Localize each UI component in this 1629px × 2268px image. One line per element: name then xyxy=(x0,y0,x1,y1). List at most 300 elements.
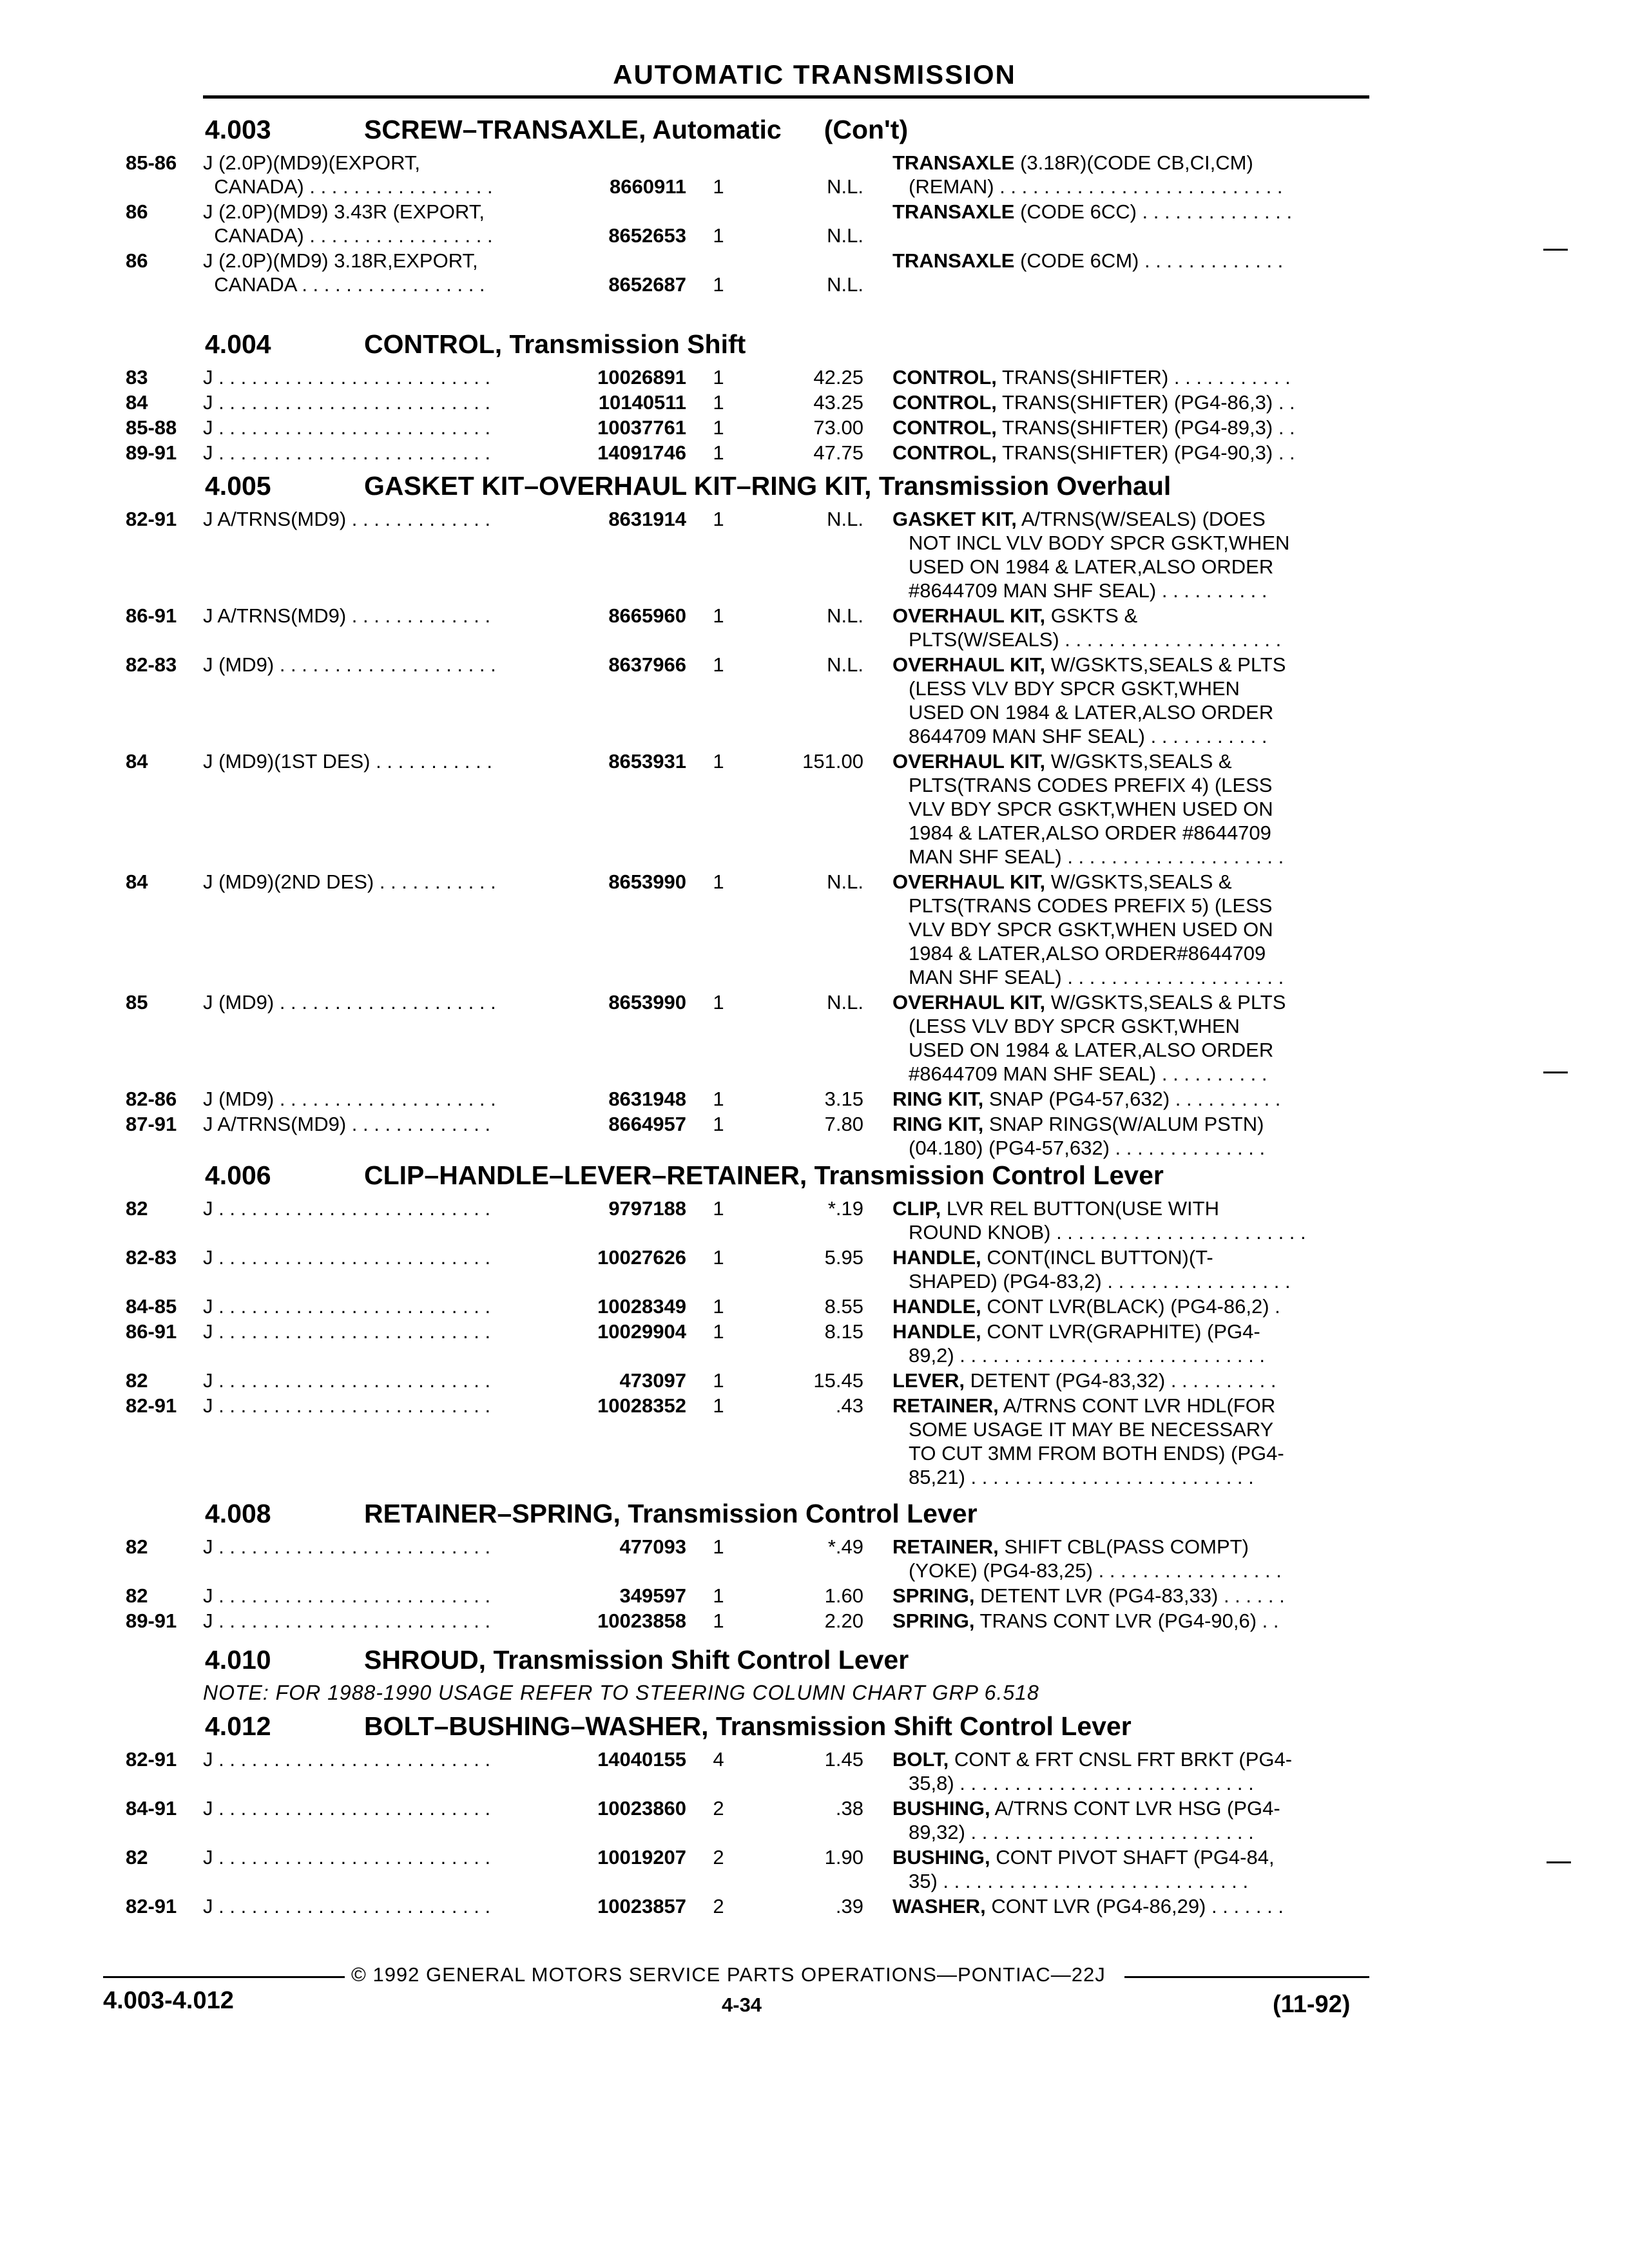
section-header xyxy=(0,325,1629,365)
description-line xyxy=(892,1294,1369,1318)
price: 1.45 xyxy=(824,1748,863,1771)
footer-rule-right xyxy=(1124,1976,1369,1978)
footer-copyright: © 1992 GENERAL MOTORS SERVICE PARTS OPERATIONS—PONTIAC—22J xyxy=(351,1963,1106,1986)
model-years: 82-91 xyxy=(126,1748,177,1771)
description-keyword: WASHER, xyxy=(892,1895,986,1917)
description-text: GSKTS & xyxy=(1050,604,1138,627)
description xyxy=(892,1320,1369,1367)
quantity: 1 xyxy=(713,508,724,530)
application-line: J . . . . . . . . . . . . . . . . . . . . . . . . . xyxy=(203,441,491,464)
description-keyword: HANDLE, xyxy=(892,1320,981,1343)
application xyxy=(203,1747,557,1771)
description-keyword: CONTROL, xyxy=(892,416,997,439)
part-row xyxy=(0,1245,1629,1293)
part-number: 10028352 xyxy=(597,1394,686,1417)
part-row xyxy=(0,1845,1629,1893)
description-line xyxy=(892,151,1369,175)
description-text: (YOKE) (PG4-83,25) . . . . . . . . . . . . . . . . . xyxy=(909,1559,1282,1582)
quantity: 1 xyxy=(713,1369,724,1392)
model-years: 82 xyxy=(126,1846,148,1869)
description-text: PLTS(W/SEALS) . . . . . . . . . . . . . . . . . . . . xyxy=(909,628,1282,651)
description xyxy=(892,249,1369,273)
description-text: CONT & FRT CNSL FRT BRKT (PG4- xyxy=(954,1748,1293,1771)
model-years: 86 xyxy=(126,200,148,223)
description-line xyxy=(892,700,1369,724)
model-years: 84-85 xyxy=(126,1295,177,1318)
description-text: (LESS VLV BDY SPCR GSKT,WHEN xyxy=(909,1015,1240,1037)
part-number: 8631948 xyxy=(608,1088,686,1110)
description-line xyxy=(892,1038,1369,1062)
application-line: J . . . . . . . . . . . . . . . . . . . . . . . . . xyxy=(203,1610,491,1632)
part-row xyxy=(0,1894,1629,1918)
part-number: 14091746 xyxy=(597,441,686,464)
description-line xyxy=(892,1584,1369,1608)
description-text: USED ON 1984 & LATER,ALSO ORDER xyxy=(909,701,1274,724)
application-line: J . . . . . . . . . . . . . . . . . . . . . . . . . xyxy=(203,1748,491,1771)
part-number: 10023860 xyxy=(597,1797,686,1820)
price: 3.15 xyxy=(824,1088,863,1110)
application xyxy=(203,249,557,296)
part-row xyxy=(0,200,1629,247)
part-row xyxy=(0,151,1629,198)
description-line xyxy=(892,1820,1369,1844)
quantity: 1 xyxy=(713,273,724,296)
application xyxy=(203,1294,557,1318)
quantity: 1 xyxy=(713,653,724,676)
description-line xyxy=(892,365,1369,389)
quantity: 1 xyxy=(713,1535,724,1558)
application xyxy=(203,151,557,198)
application-line: J (MD9) . . . . . . . . . . . . . . . . . . . . xyxy=(203,991,496,1014)
margin-mark xyxy=(1547,1861,1571,1863)
description-text: (LESS VLV BDY SPCR GSKT,WHEN xyxy=(909,677,1240,700)
application-line: J (MD9) . . . . . . . . . . . . . . . . . . . . xyxy=(203,653,496,676)
description-keyword: TRANSAXLE xyxy=(892,151,1015,174)
description-line xyxy=(892,628,1369,651)
description-text: 89,2) . . . . . . . . . . . . . . . . . . . . . . . . . . . . xyxy=(909,1344,1265,1367)
description xyxy=(892,653,1369,748)
application xyxy=(203,1196,557,1220)
section-header xyxy=(0,1707,1629,1747)
application-line: J . . . . . . . . . . . . . . . . . . . . . . . . . xyxy=(203,1320,491,1343)
description xyxy=(892,390,1369,414)
application-line: J (2.0P)(MD9) 3.43R (EXPORT, xyxy=(203,200,485,223)
description-line xyxy=(892,175,1369,198)
part-row xyxy=(0,416,1629,439)
section-number: 4.004 xyxy=(205,329,271,359)
section-title xyxy=(364,1499,978,1529)
quantity: 2 xyxy=(713,1846,724,1869)
description xyxy=(892,1112,1369,1160)
part-row xyxy=(0,249,1629,296)
quantity: 1 xyxy=(713,1394,724,1417)
description-line xyxy=(892,1535,1369,1559)
description-keyword: LEVER, xyxy=(892,1369,965,1392)
description-keyword: CONTROL, xyxy=(892,441,997,464)
description xyxy=(892,365,1369,389)
model-years: 85-86 xyxy=(126,151,177,174)
description-line xyxy=(892,1196,1369,1220)
model-years: 82-91 xyxy=(126,1895,177,1917)
application-line: J . . . . . . . . . . . . . . . . . . . . . . . . . xyxy=(203,1846,491,1869)
description-keyword: OVERHAUL KIT, xyxy=(892,604,1046,627)
description xyxy=(892,151,1369,198)
description xyxy=(892,1245,1369,1293)
price: 1.90 xyxy=(824,1846,863,1869)
description xyxy=(892,1845,1369,1893)
part-row xyxy=(0,390,1629,414)
application xyxy=(203,1796,557,1820)
description-line xyxy=(892,1369,1369,1392)
section-title-text: CONTROL, Transmission Shift xyxy=(364,329,746,359)
description-line xyxy=(892,821,1369,845)
description-keyword: BUSHING, xyxy=(892,1797,990,1820)
section-title xyxy=(364,1645,909,1675)
description-text: (REMAN) . . . . . . . . . . . . . . . . . . . . . . . . . . xyxy=(909,175,1283,198)
model-years: 86-91 xyxy=(126,604,177,627)
description xyxy=(892,1369,1369,1392)
section-4-006 xyxy=(0,1157,1629,1488)
description-line xyxy=(892,677,1369,700)
part-number: 8652653 xyxy=(608,224,686,247)
part-row xyxy=(0,1320,1629,1367)
quantity: 1 xyxy=(713,1246,724,1269)
description-line xyxy=(892,1559,1369,1582)
price: 43.25 xyxy=(813,391,863,414)
application xyxy=(203,604,557,628)
price: 8.55 xyxy=(824,1295,863,1318)
description xyxy=(892,870,1369,989)
part-number: 8653990 xyxy=(608,991,686,1014)
price: 1.60 xyxy=(824,1584,863,1607)
description-line xyxy=(892,390,1369,414)
description xyxy=(892,1294,1369,1318)
part-row xyxy=(0,1535,1629,1582)
quantity: 2 xyxy=(713,1895,724,1917)
description-text: W/GSKTS,SEALS & PLTS xyxy=(1050,991,1286,1014)
section-title xyxy=(364,1711,1132,1742)
model-years: 82 xyxy=(126,1369,148,1392)
price: N.L. xyxy=(827,508,863,530)
section-title-text: GASKET KIT–OVERHAUL KIT–RING KIT, Transmission Overhaul xyxy=(364,471,1171,501)
price: N.L. xyxy=(827,653,863,676)
part-row xyxy=(0,1369,1629,1392)
section-number: 4.008 xyxy=(205,1499,271,1528)
model-years: 83 xyxy=(126,366,148,389)
part-number: 8664957 xyxy=(608,1113,686,1135)
application-line: J . . . . . . . . . . . . . . . . . . . . . . . . . xyxy=(203,1394,491,1417)
application xyxy=(203,1584,557,1608)
description-text: 8644709 MAN SHF SEAL) . . . . . . . . . . . xyxy=(909,725,1268,747)
description-line xyxy=(892,1609,1369,1633)
model-years: 84-91 xyxy=(126,1797,177,1820)
part-number: 10023857 xyxy=(597,1895,686,1917)
description-text: CONT LVR(BLACK) (PG4-86,2) . xyxy=(987,1295,1280,1318)
description-text: 35,8) . . . . . . . . . . . . . . . . . . . . . . . . . . . xyxy=(909,1772,1254,1794)
section-number: 4.006 xyxy=(205,1160,271,1190)
application-line: J (MD9)(2ND DES) . . . . . . . . . . . xyxy=(203,870,496,893)
description-keyword: RETAINER, xyxy=(892,1394,999,1417)
description-line xyxy=(892,200,1369,224)
price: .43 xyxy=(835,1394,863,1417)
part-row xyxy=(0,1394,1629,1489)
part-row xyxy=(0,1196,1629,1244)
part-row xyxy=(0,1609,1629,1633)
footer-rule-left xyxy=(103,1976,345,1978)
description-line xyxy=(892,1845,1369,1869)
model-years: 82-91 xyxy=(126,1394,177,1417)
application xyxy=(203,870,557,894)
description-keyword: RING KIT, xyxy=(892,1113,984,1135)
model-years: 86-91 xyxy=(126,1320,177,1343)
description-text: MAN SHF SEAL) . . . . . . . . . . . . . . . . . . . . xyxy=(909,845,1284,868)
description-line xyxy=(892,416,1369,439)
quantity: 1 xyxy=(713,175,724,198)
price: 8.15 xyxy=(824,1320,863,1343)
description-line xyxy=(892,1062,1369,1086)
description-keyword: SPRING, xyxy=(892,1584,975,1607)
price: 15.45 xyxy=(813,1369,863,1392)
application-line: J A/TRNS(MD9) . . . . . . . . . . . . . xyxy=(203,508,491,530)
description-keyword: HANDLE, xyxy=(892,1295,981,1318)
section-4-004 xyxy=(0,325,1629,464)
description-line xyxy=(892,555,1369,579)
description-text: TRANS CONT LVR (PG4-90,6) . . xyxy=(979,1610,1279,1632)
description xyxy=(892,1747,1369,1795)
description-line xyxy=(892,1343,1369,1367)
price: N.L. xyxy=(827,273,863,296)
description-line xyxy=(892,1394,1369,1418)
application-line: J (MD9) . . . . . . . . . . . . . . . . . . . . xyxy=(203,1088,496,1110)
section-title xyxy=(364,471,1171,501)
price: N.L. xyxy=(827,870,863,893)
model-years: 85 xyxy=(126,991,148,1014)
quantity: 1 xyxy=(713,870,724,893)
description-text: (3.18R)(CODE CB,CI,CM) xyxy=(1020,151,1253,174)
model-years: 89-91 xyxy=(126,1610,177,1632)
description-keyword: SPRING, xyxy=(892,1610,975,1632)
description xyxy=(892,1087,1369,1111)
description-text: 85,21) . . . . . . . . . . . . . . . . . . . . . . . . . . xyxy=(909,1466,1254,1488)
description-text: TRANS(SHIFTER) (PG4-90,3) . . xyxy=(1001,441,1295,464)
model-years: 82 xyxy=(126,1197,148,1220)
application xyxy=(203,1845,557,1869)
description-text: USED ON 1984 & LATER,ALSO ORDER xyxy=(909,1039,1274,1061)
description-text: CONT LVR (PG4-86,29) . . . . . . . xyxy=(991,1895,1284,1917)
description-line xyxy=(892,441,1369,465)
application xyxy=(203,1894,557,1918)
application-line: J (MD9)(1ST DES) . . . . . . . . . . . xyxy=(203,750,492,773)
description-text: (CODE 6CC) . . . . . . . . . . . . . . xyxy=(1020,200,1293,223)
description-line xyxy=(892,531,1369,555)
description-line xyxy=(892,249,1369,273)
section-number: 4.005 xyxy=(205,471,271,501)
part-row xyxy=(0,1584,1629,1608)
description-text: PLTS(TRANS CODES PREFIX 5) (LESS xyxy=(909,894,1273,917)
section-title xyxy=(364,1160,1164,1191)
quantity: 1 xyxy=(713,1584,724,1607)
model-years: 82 xyxy=(126,1584,148,1607)
description-keyword: OVERHAUL KIT, xyxy=(892,870,1046,893)
description-keyword: TRANSAXLE xyxy=(892,200,1015,223)
section-number: 4.003 xyxy=(205,115,271,144)
part-number: 10140511 xyxy=(598,391,686,414)
application-line: CANADA . . . . . . . . . . . . . . . . . xyxy=(203,273,485,296)
description-text: SNAP (PG4-57,632) . . . . . . . . . . xyxy=(988,1088,1281,1110)
description-keyword: OVERHAUL KIT, xyxy=(892,991,1046,1014)
description-line xyxy=(892,1245,1369,1269)
application xyxy=(203,1609,557,1633)
application-line: J (2.0P)(MD9) 3.18R,EXPORT, xyxy=(203,249,478,272)
description-keyword: TRANSAXLE xyxy=(892,249,1015,272)
section-title-text: BOLT–BUSHING–WASHER, Transmission Shift Control Lever xyxy=(364,1711,1132,1741)
section-4-008 xyxy=(0,1495,1629,1632)
description-line xyxy=(892,1894,1369,1918)
description-keyword: BOLT, xyxy=(892,1748,949,1771)
model-years: 82-91 xyxy=(126,508,177,530)
price: 151.00 xyxy=(802,750,863,773)
price: .38 xyxy=(835,1797,863,1820)
model-years: 82-83 xyxy=(126,1246,177,1269)
part-row xyxy=(0,604,1629,651)
part-number: 8631914 xyxy=(608,508,686,530)
application-line: J A/TRNS(MD9) . . . . . . . . . . . . . xyxy=(203,604,491,627)
description-line xyxy=(892,1465,1369,1489)
description xyxy=(892,416,1369,439)
application xyxy=(203,1535,557,1559)
part-number: 8653990 xyxy=(608,870,686,893)
section-note: NOTE: FOR 1988-1990 USAGE REFER TO STEERING COLUMN CHART GRP 6.518 xyxy=(203,1681,1039,1704)
description-line xyxy=(892,894,1369,918)
description xyxy=(892,200,1369,224)
price: .39 xyxy=(835,1895,863,1917)
section-number: 4.012 xyxy=(205,1711,271,1741)
description-keyword: OVERHAUL KIT, xyxy=(892,653,1046,676)
description xyxy=(892,1609,1369,1633)
quantity: 1 xyxy=(713,604,724,627)
section-header xyxy=(0,467,1629,507)
description-text: W/GSKTS,SEALS & xyxy=(1050,870,1232,893)
part-number: 10028349 xyxy=(597,1295,686,1318)
part-number: 8653931 xyxy=(608,750,686,773)
description-keyword: OVERHAUL KIT, xyxy=(892,750,1046,773)
section-header xyxy=(0,1641,1629,1681)
description-keyword: CLIP, xyxy=(892,1197,941,1220)
model-years: 82-86 xyxy=(126,1088,177,1110)
part-row xyxy=(0,749,1629,869)
description xyxy=(892,1196,1369,1244)
description-text: SOME USAGE IT MAY BE NECESSARY xyxy=(909,1418,1274,1441)
part-number: 477093 xyxy=(619,1535,686,1558)
application-line: J A/TRNS(MD9) . . . . . . . . . . . . . xyxy=(203,1113,491,1135)
description-keyword: CONTROL, xyxy=(892,366,997,389)
application-line: J (2.0P)(MD9)(EXPORT, xyxy=(203,151,421,174)
part-number: 10019207 xyxy=(597,1846,686,1869)
application xyxy=(203,1245,557,1269)
description-line xyxy=(892,1771,1369,1795)
application-line: J . . . . . . . . . . . . . . . . . . . . . . . . . xyxy=(203,1295,491,1318)
model-years: 84 xyxy=(126,391,148,414)
section-4-010 xyxy=(0,1641,1629,1704)
application-line: J . . . . . . . . . . . . . . . . . . . . . . . . . xyxy=(203,1246,491,1269)
description-line xyxy=(892,797,1369,821)
part-row xyxy=(0,441,1629,465)
description-line xyxy=(892,870,1369,894)
part-row xyxy=(0,507,1629,602)
part-number: 10026891 xyxy=(597,366,686,389)
description-line xyxy=(892,990,1369,1014)
description xyxy=(892,507,1369,602)
description-text: #8644709 MAN SHF SEAL) . . . . . . . . . . xyxy=(909,1062,1268,1085)
description-text: ROUND KNOB) . . . . . . . . . . . . . . . . . . . . . . . xyxy=(909,1221,1306,1244)
description-text: (04.180) (PG4-57,632) . . . . . . . . . . . . . . xyxy=(909,1137,1266,1159)
part-row xyxy=(0,365,1629,389)
price: 2.20 xyxy=(824,1610,863,1632)
description-text: CONT(INCL BUTTON)(T- xyxy=(987,1246,1213,1269)
price: 7.80 xyxy=(824,1113,863,1135)
quantity: 1 xyxy=(713,441,724,464)
description-line xyxy=(892,1441,1369,1465)
description-text: #8644709 MAN SHF SEAL) . . . . . . . . . . xyxy=(909,579,1268,602)
part-row xyxy=(0,1796,1629,1844)
description-text: PLTS(TRANS CODES PREFIX 4) (LESS xyxy=(909,774,1273,796)
description-line xyxy=(892,1269,1369,1293)
part-number: 8660911 xyxy=(610,175,686,198)
quantity: 1 xyxy=(713,366,724,389)
page-title: AUTOMATIC TRANSMISSION xyxy=(613,59,1016,90)
description-keyword: GASKET KIT, xyxy=(892,508,1017,530)
part-number: 9797188 xyxy=(608,1197,686,1220)
description-text: TRANS(SHIFTER) . . . . . . . . . . . xyxy=(1001,366,1291,389)
price: *.19 xyxy=(827,1197,863,1220)
part-number: 10029904 xyxy=(597,1320,686,1343)
description-keyword: HANDLE, xyxy=(892,1246,981,1269)
quantity: 1 xyxy=(713,1610,724,1632)
part-row xyxy=(0,1112,1629,1160)
description-text: SNAP RINGS(W/ALUM PSTN) xyxy=(988,1113,1264,1135)
quantity: 1 xyxy=(713,391,724,414)
section-header xyxy=(0,111,1629,151)
description-text: 89,32) . . . . . . . . . . . . . . . . . . . . . . . . . . xyxy=(909,1821,1254,1843)
model-years: 84 xyxy=(126,750,148,773)
description-line xyxy=(892,1747,1369,1771)
description-line xyxy=(892,1796,1369,1820)
description xyxy=(892,1394,1369,1489)
part-row xyxy=(0,990,1629,1086)
part-row xyxy=(0,870,1629,989)
description-text: CONT LVR(GRAPHITE) (PG4- xyxy=(987,1320,1260,1343)
description-line xyxy=(892,507,1369,531)
description-line xyxy=(892,579,1369,602)
model-years: 89-91 xyxy=(126,441,177,464)
description-line xyxy=(892,1014,1369,1038)
quantity: 1 xyxy=(713,224,724,247)
description-line xyxy=(892,1112,1369,1136)
section-title-text: CLIP–HANDLE–LEVER–RETAINER, Transmission Control Lever xyxy=(364,1160,1164,1190)
section-4-012 xyxy=(0,1707,1629,1917)
part-row xyxy=(0,1294,1629,1318)
part-number: 473097 xyxy=(619,1369,686,1392)
description-line xyxy=(892,773,1369,797)
section-4-005 xyxy=(0,467,1629,1159)
description-text: NOT INCL VLV BODY SPCR GSKT,WHEN xyxy=(909,532,1290,554)
part-number: 14040155 xyxy=(597,1748,686,1771)
application xyxy=(203,749,557,773)
application xyxy=(203,1369,557,1392)
application-line: J . . . . . . . . . . . . . . . . . . . . . . . . . xyxy=(203,1895,491,1917)
description-text: DETENT LVR (PG4-83,33) . . . . . . xyxy=(980,1584,1285,1607)
part-number: 8665960 xyxy=(608,604,686,627)
